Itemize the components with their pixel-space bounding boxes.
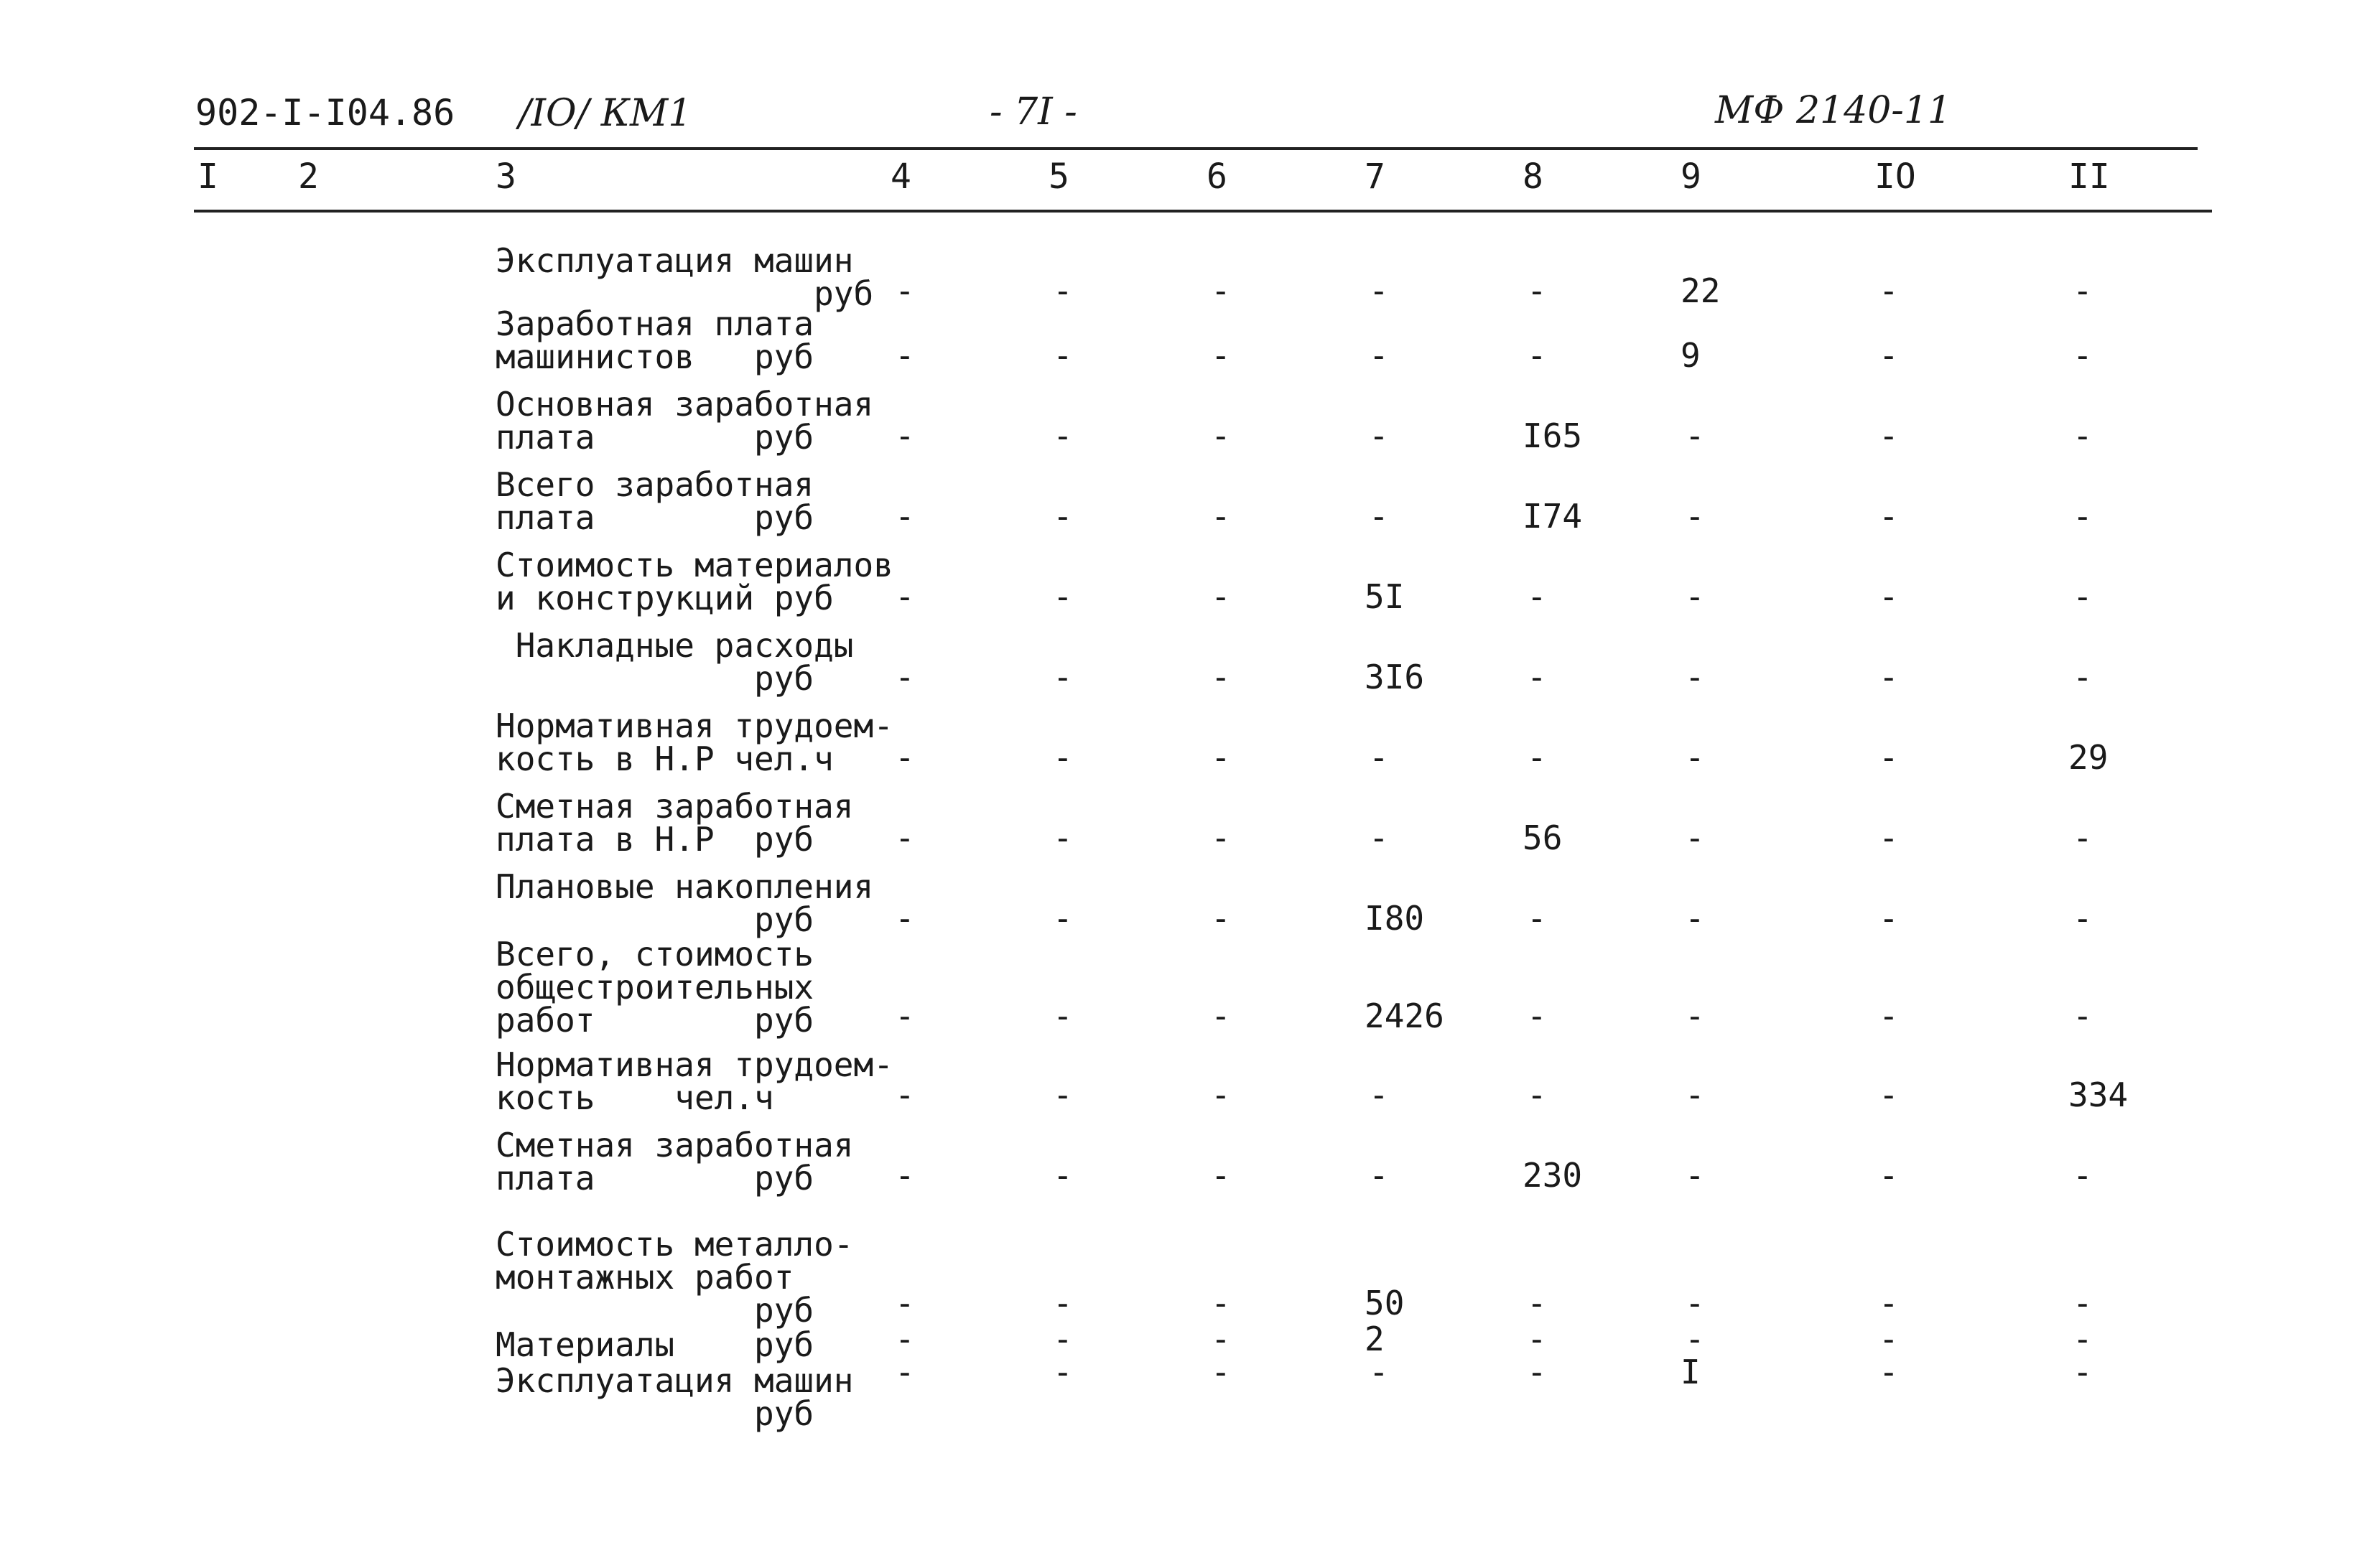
cell-value: - bbox=[1879, 1284, 1899, 1322]
cell-value: - bbox=[1879, 818, 1899, 857]
cell-value: 334 bbox=[2068, 1075, 2129, 1114]
cell-value: 9 bbox=[1681, 336, 1701, 375]
cell-value: I65 bbox=[1523, 416, 1583, 455]
cell-value: - bbox=[2073, 818, 2093, 857]
cell-value: - bbox=[1211, 1075, 1231, 1114]
cell-value: - bbox=[1211, 336, 1231, 375]
column-number: 9 bbox=[1681, 157, 1701, 197]
cell-value: - bbox=[1053, 416, 1073, 455]
row-label: монтажных работ bbox=[496, 1258, 794, 1297]
cell-value: - bbox=[1685, 658, 1705, 696]
cell-value: - bbox=[1879, 577, 1899, 616]
cell-value: - bbox=[895, 1075, 915, 1114]
column-number: 2 bbox=[298, 157, 319, 197]
cell-value: - bbox=[1211, 271, 1231, 310]
cell-value: - bbox=[895, 416, 915, 455]
cell-value: - bbox=[1685, 818, 1705, 857]
column-number: 7 bbox=[1365, 157, 1385, 197]
cell-value: - bbox=[2073, 497, 2093, 536]
cell-value: - bbox=[1053, 997, 1073, 1035]
column-number: 4 bbox=[891, 157, 911, 197]
column-number: 5 bbox=[1049, 157, 1069, 197]
row-label: работ руб bbox=[496, 1001, 814, 1040]
row-label: руб bbox=[496, 1394, 814, 1433]
row-label: руб bbox=[496, 274, 874, 313]
cell-value: - bbox=[895, 1156, 915, 1195]
cell-value: - bbox=[1879, 271, 1899, 310]
row-label: Стоимость металло- bbox=[496, 1225, 854, 1264]
cell-value: - bbox=[2073, 658, 2093, 696]
row-label: Всего, стоимость bbox=[496, 935, 814, 974]
cell-value: - bbox=[2073, 577, 2093, 616]
part-number: /IO/ КМ1 bbox=[519, 92, 692, 135]
cell-value: 2426 bbox=[1365, 997, 1444, 1035]
cell-value: - bbox=[1369, 1075, 1389, 1114]
cell-value: - bbox=[1685, 1075, 1705, 1114]
cell-value: 2 bbox=[1365, 1320, 1385, 1358]
cell-value: - bbox=[895, 997, 915, 1035]
row-label: плата в Н.Р руб bbox=[496, 820, 814, 859]
cell-value: - bbox=[1369, 818, 1389, 857]
cell-value: - bbox=[1685, 1156, 1705, 1195]
cell-value: - bbox=[1527, 899, 1547, 938]
cell-value: - bbox=[1527, 1353, 1547, 1391]
cell-value: - bbox=[895, 818, 915, 857]
cell-value: - bbox=[1879, 336, 1899, 375]
row-label: Сметная заработная bbox=[496, 1126, 854, 1165]
cell-value: - bbox=[895, 658, 915, 696]
cell-value: - bbox=[1053, 497, 1073, 536]
cell-value: - bbox=[1369, 1353, 1389, 1391]
cell-value: - bbox=[1211, 416, 1231, 455]
cell-value: - bbox=[2073, 1320, 2093, 1358]
cell-value: - bbox=[1053, 1320, 1073, 1358]
row-label: Стоимость материалов bbox=[496, 546, 893, 584]
cell-value: - bbox=[1211, 1320, 1231, 1358]
cell-value: - bbox=[895, 1284, 915, 1322]
cell-value: - bbox=[1369, 738, 1389, 777]
cell-value: - bbox=[1053, 818, 1073, 857]
cell-value: - bbox=[895, 1320, 915, 1358]
cell-value: I bbox=[1681, 1353, 1701, 1391]
cell-value: - bbox=[2073, 271, 2093, 310]
cell-value: - bbox=[1879, 658, 1899, 696]
cell-value: - bbox=[1211, 658, 1231, 696]
cell-value: - bbox=[1685, 997, 1705, 1035]
cell-value: - bbox=[1527, 738, 1547, 777]
cell-value: - bbox=[1369, 416, 1389, 455]
cell-value: - bbox=[895, 497, 915, 536]
column-number: 6 bbox=[1207, 157, 1227, 197]
cell-value: - bbox=[1879, 738, 1899, 777]
cell-value: 5I bbox=[1365, 577, 1405, 616]
cell-value: - bbox=[1685, 416, 1705, 455]
row-label: и конструкций руб bbox=[496, 579, 834, 617]
cell-value: - bbox=[895, 336, 915, 375]
row-label: Эксплуатация машин bbox=[496, 1361, 854, 1400]
cell-value: - bbox=[1053, 1353, 1073, 1391]
cell-value: - bbox=[1053, 336, 1073, 375]
cell-value: - bbox=[895, 1353, 915, 1391]
cell-value: - bbox=[1685, 1320, 1705, 1358]
row-label: Нормативная трудоем- bbox=[496, 706, 893, 745]
cell-value: - bbox=[1879, 997, 1899, 1035]
cell-value: - bbox=[1527, 1284, 1547, 1322]
row-label: Эксплуатация машин bbox=[496, 241, 854, 280]
cell-value: - bbox=[1879, 497, 1899, 536]
cell-value: - bbox=[1527, 1075, 1547, 1114]
cell-value: - bbox=[1053, 658, 1073, 696]
cell-value: - bbox=[1053, 899, 1073, 938]
row-label: кость чел.ч bbox=[496, 1078, 774, 1117]
row-label: плата руб bbox=[496, 418, 814, 457]
column-number: IO bbox=[1874, 157, 1916, 197]
cell-value: - bbox=[1211, 577, 1231, 616]
row-label: руб bbox=[496, 659, 814, 698]
row-label: машинистов руб bbox=[496, 337, 814, 376]
cell-value: - bbox=[1685, 497, 1705, 536]
cell-value: - bbox=[1527, 658, 1547, 696]
cell-value: - bbox=[1211, 497, 1231, 536]
cell-value: - bbox=[1879, 1156, 1899, 1195]
cell-value: - bbox=[1053, 1284, 1073, 1322]
row-label: кость в Н.Р чел.ч bbox=[496, 739, 834, 778]
cell-value: - bbox=[2073, 416, 2093, 455]
cell-value: - bbox=[1053, 271, 1073, 310]
cell-value: - bbox=[1369, 336, 1389, 375]
cell-value: 22 bbox=[1681, 271, 1721, 310]
sheet-number: МФ 2140-11 bbox=[1715, 89, 1952, 132]
cell-value: - bbox=[895, 271, 915, 310]
cell-value: - bbox=[1685, 738, 1705, 777]
cell-value: - bbox=[1211, 1156, 1231, 1195]
row-label: Нормативная трудоем- bbox=[496, 1045, 893, 1084]
cell-value: - bbox=[1879, 1075, 1899, 1114]
page-number: - 7I - bbox=[990, 90, 1077, 134]
cell-value: - bbox=[2073, 336, 2093, 375]
cell-value: - bbox=[1369, 1156, 1389, 1195]
cell-value: - bbox=[2073, 1353, 2093, 1391]
cell-value: - bbox=[1211, 1284, 1231, 1322]
cell-value: - bbox=[1211, 818, 1231, 857]
cell-value: - bbox=[2073, 997, 2093, 1035]
row-label: руб bbox=[496, 1291, 814, 1330]
column-number: II bbox=[2068, 157, 2110, 197]
row-label: руб bbox=[496, 900, 814, 939]
cell-value: 230 bbox=[1523, 1156, 1583, 1195]
cell-value: - bbox=[1879, 1320, 1899, 1358]
cell-value: - bbox=[1879, 416, 1899, 455]
row-label: Сметная заработная bbox=[496, 787, 854, 826]
row-label: Материалы руб bbox=[496, 1325, 814, 1364]
row-label: Плановые накопления bbox=[496, 867, 874, 906]
cell-value: - bbox=[1053, 1075, 1073, 1114]
row-label: плата руб bbox=[496, 498, 814, 537]
cell-value: - bbox=[895, 899, 915, 938]
cell-value: - bbox=[1211, 899, 1231, 938]
cell-value: - bbox=[1527, 336, 1547, 375]
cell-value: - bbox=[1527, 271, 1547, 310]
cell-value: - bbox=[1053, 577, 1073, 616]
column-number: 3 bbox=[496, 157, 516, 197]
cell-value: - bbox=[2073, 1156, 2093, 1195]
column-number: I bbox=[197, 157, 218, 197]
cell-value: - bbox=[1211, 1353, 1231, 1391]
cell-value: - bbox=[895, 738, 915, 777]
cell-value: 29 bbox=[2068, 738, 2109, 777]
row-label: Основная заработная bbox=[496, 385, 874, 424]
cell-value: - bbox=[1527, 577, 1547, 616]
cell-value: - bbox=[1211, 738, 1231, 777]
document-code: 902-I-I04.86 bbox=[195, 92, 455, 134]
cell-value: - bbox=[1685, 899, 1705, 938]
cell-value: - bbox=[2073, 899, 2093, 938]
cell-value: - bbox=[1053, 1156, 1073, 1195]
column-number: 8 bbox=[1523, 157, 1543, 197]
table-top-rule bbox=[194, 147, 2198, 150]
cell-value: - bbox=[1527, 997, 1547, 1035]
cell-value: - bbox=[1053, 738, 1073, 777]
cell-value: - bbox=[1879, 899, 1899, 938]
cell-value: - bbox=[895, 577, 915, 616]
cell-value: - bbox=[1527, 1320, 1547, 1358]
cell-value: - bbox=[1369, 497, 1389, 536]
row-label: Заработная плата bbox=[496, 304, 814, 343]
row-label: Накладные расходы bbox=[496, 626, 854, 665]
cell-value: - bbox=[1685, 1284, 1705, 1322]
cell-value: - bbox=[2073, 1284, 2093, 1322]
cell-value: I74 bbox=[1523, 497, 1583, 536]
row-label: Всего заработная bbox=[496, 465, 814, 504]
cell-value: I80 bbox=[1365, 899, 1425, 938]
cell-value: 50 bbox=[1365, 1284, 1405, 1322]
cell-value: - bbox=[1879, 1353, 1899, 1391]
cell-value: 3I6 bbox=[1365, 658, 1425, 696]
table-header-rule bbox=[194, 210, 2212, 213]
cell-value: - bbox=[1685, 577, 1705, 616]
row-label: общестроительных bbox=[496, 968, 814, 1007]
cell-value: - bbox=[1211, 997, 1231, 1035]
cell-value: - bbox=[1369, 271, 1389, 310]
row-label: плата руб bbox=[496, 1159, 814, 1198]
cell-value: 56 bbox=[1523, 818, 1563, 857]
